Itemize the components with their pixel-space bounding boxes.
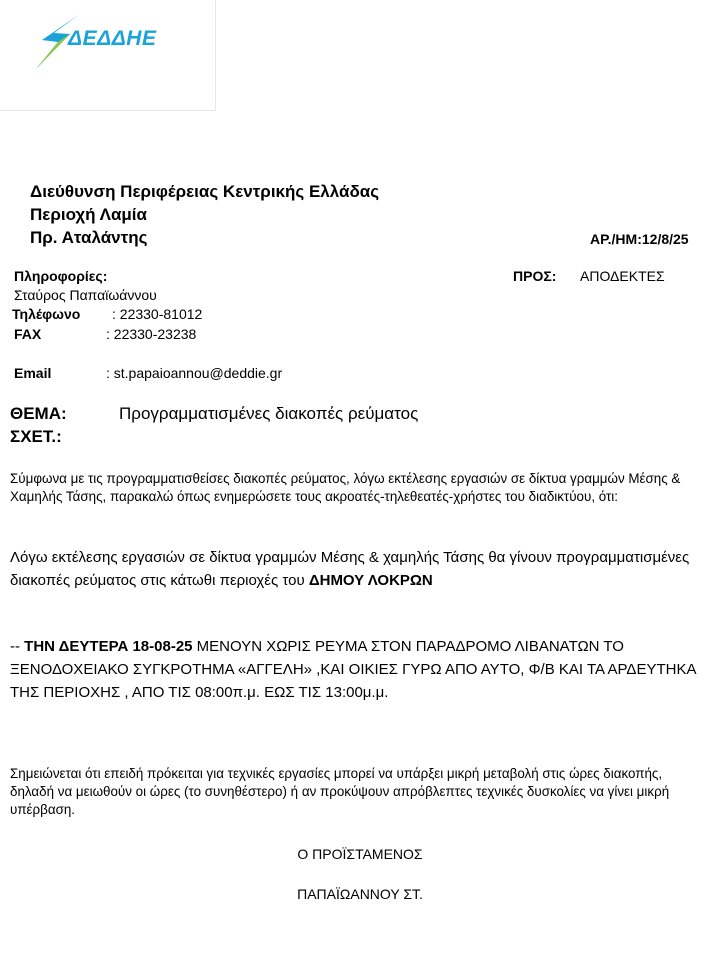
phone-label: Τηλέφωνο bbox=[12, 306, 81, 322]
note-paragraph: Σημειώνεται ότι επειδή πρόκειται για τεχνικές εργασίες μπορεί να υπάρξει μικρή μεταβολή στις ώρες διακοπής, δηλαδή να μειωθούν οι ώρες (το συνηθέστερο) ή αν προκύψουν απρόβλεπτες τεχνικές δυσκολίες να γίνει μικρή υπέρβαση. bbox=[10, 766, 670, 817]
signature-title: Ο ΠΡΟΪΣΤΑΜΕΝΟΣ bbox=[297, 846, 423, 862]
subject-value: Προγραμματισμένες διακοπές ρεύματος bbox=[119, 404, 419, 423]
recipient-value: ΑΠΟΔΕΚΤΕΣ bbox=[580, 268, 665, 284]
outage-date: ΤΗΝ ΔΕΥΤΕΡΑ 18-08-25 bbox=[24, 638, 193, 655]
intro-paragraph: Σύμφωνα με τις προγραμματισθείσες διακοπές ρεύματος, λόγω εκτέλεσης εργασιών σε δίκτυα γραμμών Μέσης & Χαμηλής Τάσης, παρακαλώ όπως ενημερώσετε τους ακροατές-τηλεθεατές-χρήστες του διαδικτύου, ότι: bbox=[10, 471, 681, 504]
outage-item-prefix: -- bbox=[10, 638, 25, 655]
announcement-text: Λόγω εκτέλεσης εργασιών σε δίκτυα γραμμών Μέσης & χαμηλής Τάσης θα γίνουν προγραμματισμένες διακοπές ρεύματος στις κάτωθι περιοχές του bbox=[10, 549, 690, 589]
related-label: ΣΧΕΤ.: bbox=[10, 427, 62, 446]
announcement-paragraph bbox=[10, 546, 700, 592]
email-value: : st.papaioannou@deddie.gr bbox=[106, 365, 283, 381]
fax-value: : 22330-23238 bbox=[106, 326, 197, 342]
phone-value: : 22330-81012 bbox=[112, 306, 203, 322]
municipality-name: ΔΗΜΟΥ ΛΟΚΡΩΝ bbox=[308, 572, 433, 589]
brand-name: ΔΕΔΔΗΕ bbox=[68, 27, 157, 50]
reference-number: ΑΡ./ΗΜ:12/8/25 bbox=[590, 231, 689, 247]
signature-name: ΠΑΠΑΪΩΑΝΝΟΥ ΣΤ. bbox=[297, 886, 423, 902]
header-line-directorate: Διεύθυνση Περιφέρειας Κεντρικής Ελλάδας bbox=[30, 182, 380, 201]
subject-label: ΘΕΜΑ: bbox=[10, 404, 67, 423]
header-line-region: Περιοχή Λαμία bbox=[30, 205, 147, 224]
fax-label: FAX bbox=[14, 326, 42, 342]
header-line-office: Πρ. Αταλάντης bbox=[30, 228, 148, 247]
email-label: Email bbox=[14, 365, 52, 381]
logo-area bbox=[0, 0, 216, 111]
recipient-label: ΠΡΟΣ: bbox=[513, 268, 557, 284]
contact-name: Σταύρος Παπαϊωάννου bbox=[14, 287, 157, 303]
outage-details: ΜΕΝΟΥΝ ΧΩΡΙΣ ΡΕΥΜΑ ΣΤΟΝ ΠΑΡΑΔΡΟΜΟ ΛΙΒΑΝΑΤΩΝ ΤΟ ΞΕΝΟΔΟΧΕΙΑΚΟ ΣΥΓΚΡΟΤΗΜΑ «ΑΓΓΕΛΗ» ,ΚΑΙ ΟΙΚΙΕΣ ΓΥΡΩ ΑΠΟ ΑΥΤΟ, Φ/Β ΚΑΙ ΤΑ ΑΡΔΕΥΤΗΚΑ ΤΗΣ ΠΕΡΙΟΧΗΣ , ΑΠΟ ΤΙΣ 08:00π.μ. ΕΩΣ ΤΙΣ 13:00μ.μ. bbox=[10, 638, 696, 701]
info-label: Πληροφορίες: bbox=[14, 268, 108, 284]
outage-item bbox=[10, 635, 700, 704]
